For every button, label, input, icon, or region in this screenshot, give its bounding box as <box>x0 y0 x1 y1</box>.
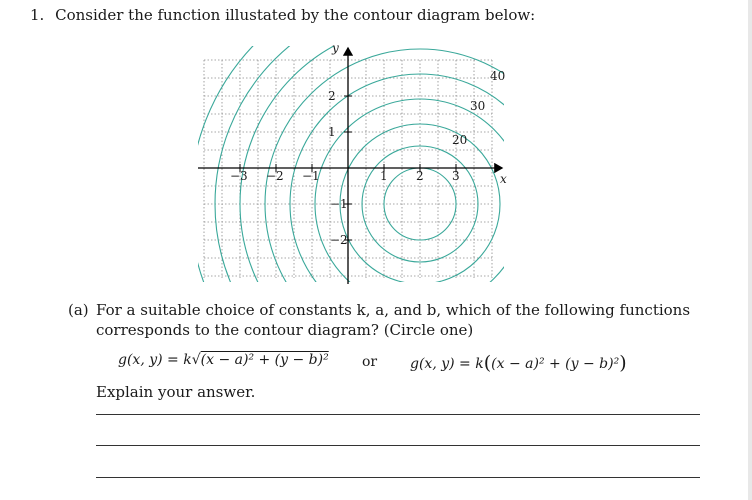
option-2-formula[interactable] <box>410 352 627 374</box>
part-a-label: (a) <box>68 301 89 319</box>
answer-line[interactable] <box>96 477 700 478</box>
y-tick-label: 2 <box>328 89 336 103</box>
contour-label-20: 20 <box>452 133 468 147</box>
answer-line[interactable] <box>96 414 700 415</box>
x-tick-label: −3 <box>230 169 248 183</box>
contour-label-30: 30 <box>470 99 486 113</box>
open-paren-icon: ( <box>483 352 492 374</box>
x-tick-label: −2 <box>266 169 284 183</box>
part-a-text: For a suitable choice of constants k, a, and b, which of the following functions corresponds to the contour diagram? (Circle one) <box>96 301 691 339</box>
contour-circle-4 <box>315 99 510 288</box>
page-edge <box>748 0 752 500</box>
contour-circle-7 <box>240 38 510 288</box>
option-1-lhs: g(x, y) = k <box>118 352 192 368</box>
contour-circle-9 <box>190 38 510 288</box>
close-paren-icon: ) <box>619 352 627 374</box>
question-text: Consider the function illustated by the contour diagram below: <box>55 6 536 24</box>
question-header <box>30 6 535 24</box>
contours <box>190 38 510 288</box>
option-2-body: (x − a)² + (y − b)² <box>491 356 620 372</box>
y-tick-label: −2 <box>330 233 348 247</box>
x-tick-label: 3 <box>452 169 460 183</box>
option-2-lhs: g(x, y) = k <box>410 356 484 372</box>
explain-prompt: Explain your answer. <box>96 383 256 401</box>
or-label: or <box>362 354 378 370</box>
axis-y-label: y <box>332 41 339 55</box>
contour-circle-8 <box>215 38 510 288</box>
question-number: 1. <box>30 6 45 24</box>
axis-x-label: x <box>500 172 507 186</box>
x-tick-label: −1 <box>302 169 320 183</box>
answer-line[interactable] <box>96 445 700 446</box>
contour-diagram <box>190 38 510 288</box>
contour-label-40: 40 <box>490 69 506 83</box>
x-tick-label: 2 <box>416 169 424 183</box>
y-tick-label: −1 <box>330 197 348 211</box>
option-1-formula[interactable] <box>118 352 329 368</box>
y-tick-label: 1 <box>328 125 336 139</box>
option-1-radicand: (x − a)² + (y − b)² <box>200 352 329 368</box>
sqrt-icon: √ <box>191 352 201 368</box>
x-tick-label: 1 <box>380 169 388 183</box>
